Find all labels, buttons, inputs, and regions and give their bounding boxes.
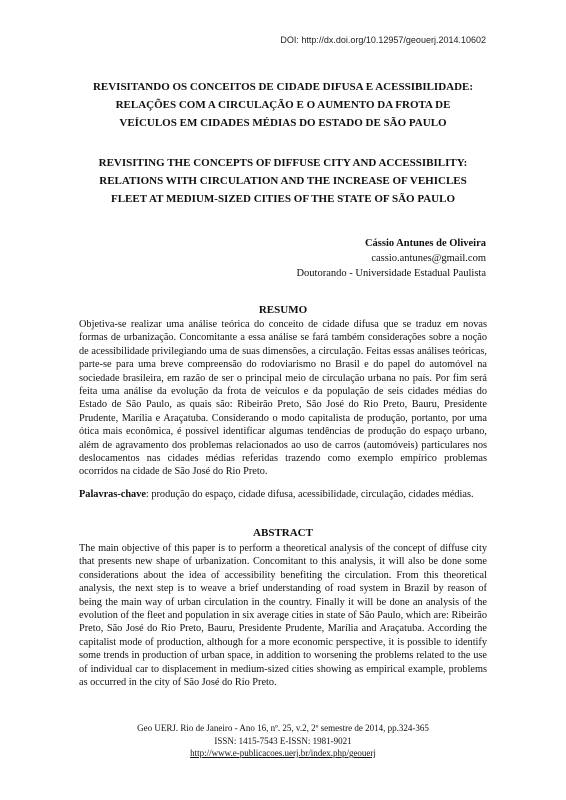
page-footer (79, 722, 487, 760)
author-email[interactable]: cassio.antunes@gmail.com (371, 253, 486, 264)
title-pt-line-2: RELAÇÕES COM A CIRCULAÇÃO E O AUMENTO DA FROTA DE (115, 99, 451, 111)
author-block (296, 236, 486, 281)
keywords-list: : produção do espaço, cidade difusa, acessibilidade, circulação, cidades médias. (145, 489, 474, 500)
footer-url-link[interactable]: http://www.e-publicacoes.uerj.br/index.php/geouerj (190, 748, 376, 758)
title-en-line-2: RELATIONS WITH CIRCULATION AND THE INCREASE OF VEHICLES (99, 175, 467, 187)
footer-issn: ISSN: 1415-7543 E-ISSN: 1981-9021 (214, 735, 352, 746)
abstract-heading: ABSTRACT (253, 527, 313, 539)
author-affiliation: Doutorando - Universidade Estadual Paulista (296, 268, 486, 279)
abstract-text: The main objective of this paper is to perform a theoretical analysis of the concept of diffuse city that presents new shape of urbanization. Concomitant to this analysis, it will also be done some considerations about the idea of accessibility benefiting the circulation. From this theoretical analysis, the next step is to weave a brief understanding of road system in Brazil by reason of being the main way of urban circulation in the country. Finally it will be done an analysis of the evolution of the fleet and population in six average cities in state of São Paulo, which are: Ribeirão Preto, São José do Rio Preto, Bauru, Presidente Prudente, Marília and Araçatuba. According the capitalist mode of production, although for a more economic perspective, it is possible to identify some trends in production of urban space, in addition to worsening the problems related to the use of individual car to displacement in medium-sized cities showing as empirical example, problems as occurred in the city of São José do Rio Preto. (79, 543, 487, 689)
title-en-line-1: REVISITING THE CONCEPTS OF DIFFUSE CITY AND ACCESSIBILITY: (98, 157, 468, 169)
title-portuguese (60, 78, 506, 132)
title-pt-line-1: REVISITANDO OS CONCEITOS DE CIDADE DIFUSA E ACESSIBILIDADE: (92, 81, 474, 93)
doi-link[interactable]: DOI: http://dx.doi.org/10.12957/geouerj.2014.10602 (280, 35, 486, 45)
title-english (60, 154, 506, 208)
keywords (79, 488, 487, 501)
resumo-text: Objetiva-se realizar uma análise teórica do conceito de cidade difusa que se traduz em novas formas de urbanização. Concomitante a essa análise se fará também considerações sobre a noção de acessibilidade privilegiando uma de suas dimensões, a circulação. Feitas essas análises teóricas, parte-se para uma breve compreensão do rodoviarismo no Brasil e do papel do automóvel na sociedade brasileira, em razão de ser o principal meio de circulação urbana no país. Por fim será feita uma análise da evolução da frota de veículos e da população de seis cidades médias do Estado de São Paulo, as quais são: Ribeirão Preto, São José do Rio Preto, Bauru, Presidente Prudente, Marília e Araçatuba. Considerando o modo capitalista de produção, portanto, por uma ótica mais econômica, é possível identificar algumas tendências de produção do espaço urbano, além de agravamento dos problemas relacionados ao uso de carros (automóveis) particulares nos deslocamentos nas cidades médias referidas trazendo como exemplo empírico problemas ocorridos na cidade de São José do Rio Preto. (79, 319, 487, 478)
keywords-label: Palavras-chave (79, 489, 146, 500)
resumo-heading: RESUMO (258, 304, 308, 316)
title-en-line-3: FLEET AT MEDIUM-SIZED CITIES OF THE STATE OF SÃO PAULO (110, 193, 456, 205)
author-name: Cássio Antunes de Oliveira (364, 238, 486, 249)
title-pt-line-3: VEÍCULOS EM CIDADES MÉDIAS DO ESTADO DE SÃO PAULO (119, 117, 447, 129)
footer-citation: Geo UERJ. Rio de Janeiro - Ano 16, nº. 25, v.2, 2º semestre de 2014, pp.324-365 (137, 723, 429, 733)
